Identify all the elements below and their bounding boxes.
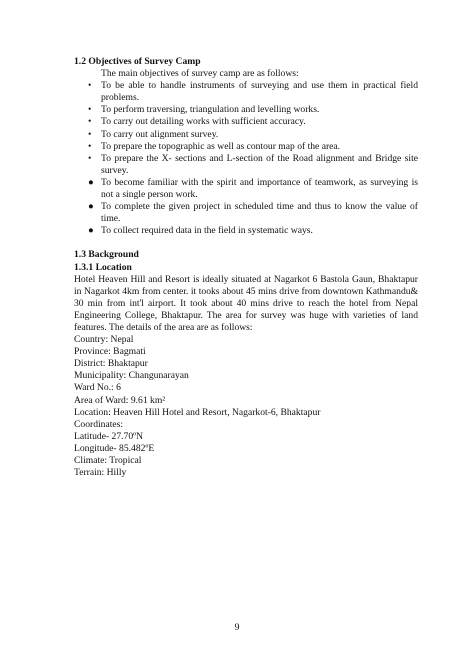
detail-line: Municipality: Changunarayan (74, 370, 189, 382)
section-heading-objectives: 1.2 Objectives of Survey Camp (74, 56, 201, 67)
list-item: • To carry out alignment survey. (88, 128, 219, 140)
detail-line: Country: Nepal (74, 334, 134, 346)
detail-line: Ward No.: 6 (74, 382, 121, 394)
bullet-icon: • (88, 104, 92, 116)
section-spacer (74, 237, 418, 249)
bullet-icon: ● (88, 225, 94, 237)
detail-line: Area of Ward: 9.61 km² (74, 394, 166, 406)
detail-line: Province: Bagmati (74, 346, 146, 358)
page-content (74, 56, 418, 479)
list-item: • To prepare the topographic as well as contour map of the area. (88, 140, 341, 152)
section-heading-background: 1.3 Background (74, 249, 139, 261)
detail-line: Climate: Tropical (74, 455, 142, 466)
bullet-icon: • (88, 80, 92, 92)
objectives-intro: The main objectives of survey camp are as follows: (101, 68, 299, 80)
location-details (74, 334, 418, 479)
location-paragraph: Hotel Heaven Hill and Resort is ideally situated at Nagarkot 6 Bastola Gaun, Bhaktapur in Nagarkot 4km from center. it tooks about 45 mins drive from downtown Kathmandu& 30 min from int'l airport. It took about 40 mins drive to reach the hotel from Nepal Engineering College, Bhaktapur. The area for survey was huge with varieties of land features. The details of the area are as follows: (74, 273, 418, 333)
list-item: ● To collect required data in the field in systematic ways. (88, 225, 313, 237)
bullet-icon: • (88, 116, 92, 128)
list-item: • To carry out detailing works with sufficient accuracy. (88, 116, 306, 128)
list-item: ● To become familiar with the spirit and importance of teamwork, as surveying is not a single person work. (88, 176, 418, 201)
bullet-icon: • (88, 152, 92, 164)
subsection-heading-location: 1.3.1 Location (74, 261, 132, 273)
bullet-icon: ● (88, 176, 94, 188)
page-number: 9 (234, 622, 240, 633)
detail-line: Location: Heaven Hill Hotel and Resort, Nagarkot-6, Bhaktapur (74, 406, 321, 418)
detail-line: Terrain: Hilly (74, 467, 127, 479)
list-item: • To prepare the X- sections and L-section of the Road alignment and Bridge site survey. (88, 152, 418, 176)
list-item: • To be able to handle instruments of surveying and use them in practical field problems. (88, 80, 418, 104)
detail-line: District: Bhaktapur (74, 358, 148, 370)
list-item: • To perform traversing, triangulation and levelling works. (88, 104, 320, 116)
bullet-icon: • (88, 140, 92, 152)
bullet-icon: ● (88, 201, 94, 213)
detail-line: Coordinates: (74, 418, 124, 430)
detail-line: Longitude- 85.482ºE (74, 442, 155, 454)
bullet-icon: • (88, 128, 92, 140)
list-item: ● To complete the given project in scheduled time and thus to know the value of time. (88, 201, 418, 225)
detail-line: Latitude- 27.70ºN (74, 430, 144, 442)
objectives-list (74, 80, 418, 237)
